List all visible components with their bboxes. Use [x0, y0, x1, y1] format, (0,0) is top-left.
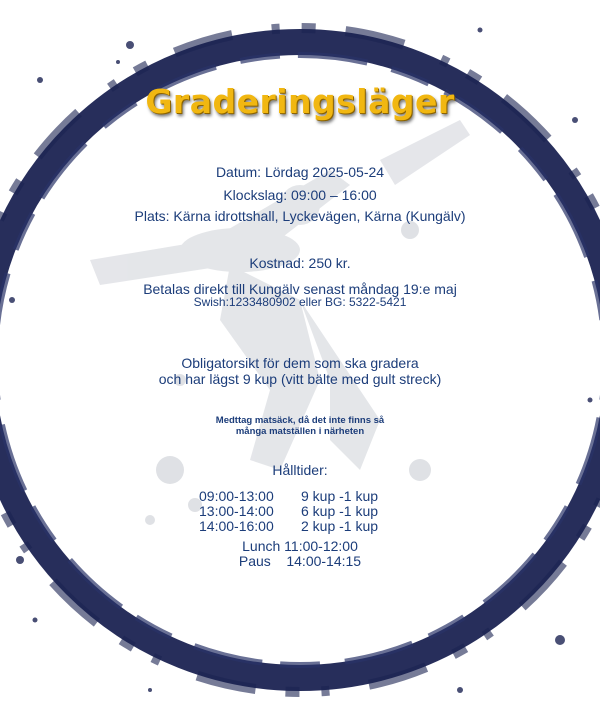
break-line: Paus 14:00-14:15: [238, 553, 362, 569]
note-line-1: Medttag matsäck, då det inte finns så: [215, 415, 385, 426]
note-line-2: många matställen i närheten: [235, 426, 365, 437]
cost-line: Kostnad: 250 kr.: [249, 255, 351, 271]
payment-methods: Swish:1233480902 eller BG: 5322-5421: [193, 295, 407, 309]
schedule-group: 9 kup -1 kup: [301, 488, 379, 504]
schedule-group: 6 kup -1 kup: [301, 503, 379, 519]
time-line: Klockslag: 09:00 – 16:00: [223, 187, 377, 203]
requirement-line-2: och har lägst 9 kup (vitt bälte med gult streck): [158, 371, 442, 387]
schedule-time: 14:00-16:00: [199, 518, 274, 534]
lunch-line: Lunch 11:00-12:00: [242, 538, 358, 554]
date-line: Datum: Lördag 2025-05-24: [215, 164, 385, 180]
payment-deadline: Betalas direkt till Kungälv senast måndag 19:e maj: [143, 281, 457, 297]
place-line: Plats: Kärna idrottshall, Lyckevägen, Kärna (Kungälv): [134, 208, 466, 224]
requirement-line-1: Obligatorsikt för dem som ska gradera: [181, 355, 419, 371]
schedule-row: [0, 519, 600, 534]
schedule-row: [0, 489, 600, 504]
schedule-row: [0, 504, 600, 519]
schedule-time: 13:00-14:00: [199, 503, 274, 519]
schedule-heading: Hålltider:: [272, 462, 328, 478]
schedule-time: 09:00-13:00: [199, 488, 274, 504]
schedule-table: [0, 489, 600, 534]
schedule-group: 2 kup -1 kup: [301, 518, 379, 534]
page-title: Graderingsläger: [145, 82, 455, 121]
